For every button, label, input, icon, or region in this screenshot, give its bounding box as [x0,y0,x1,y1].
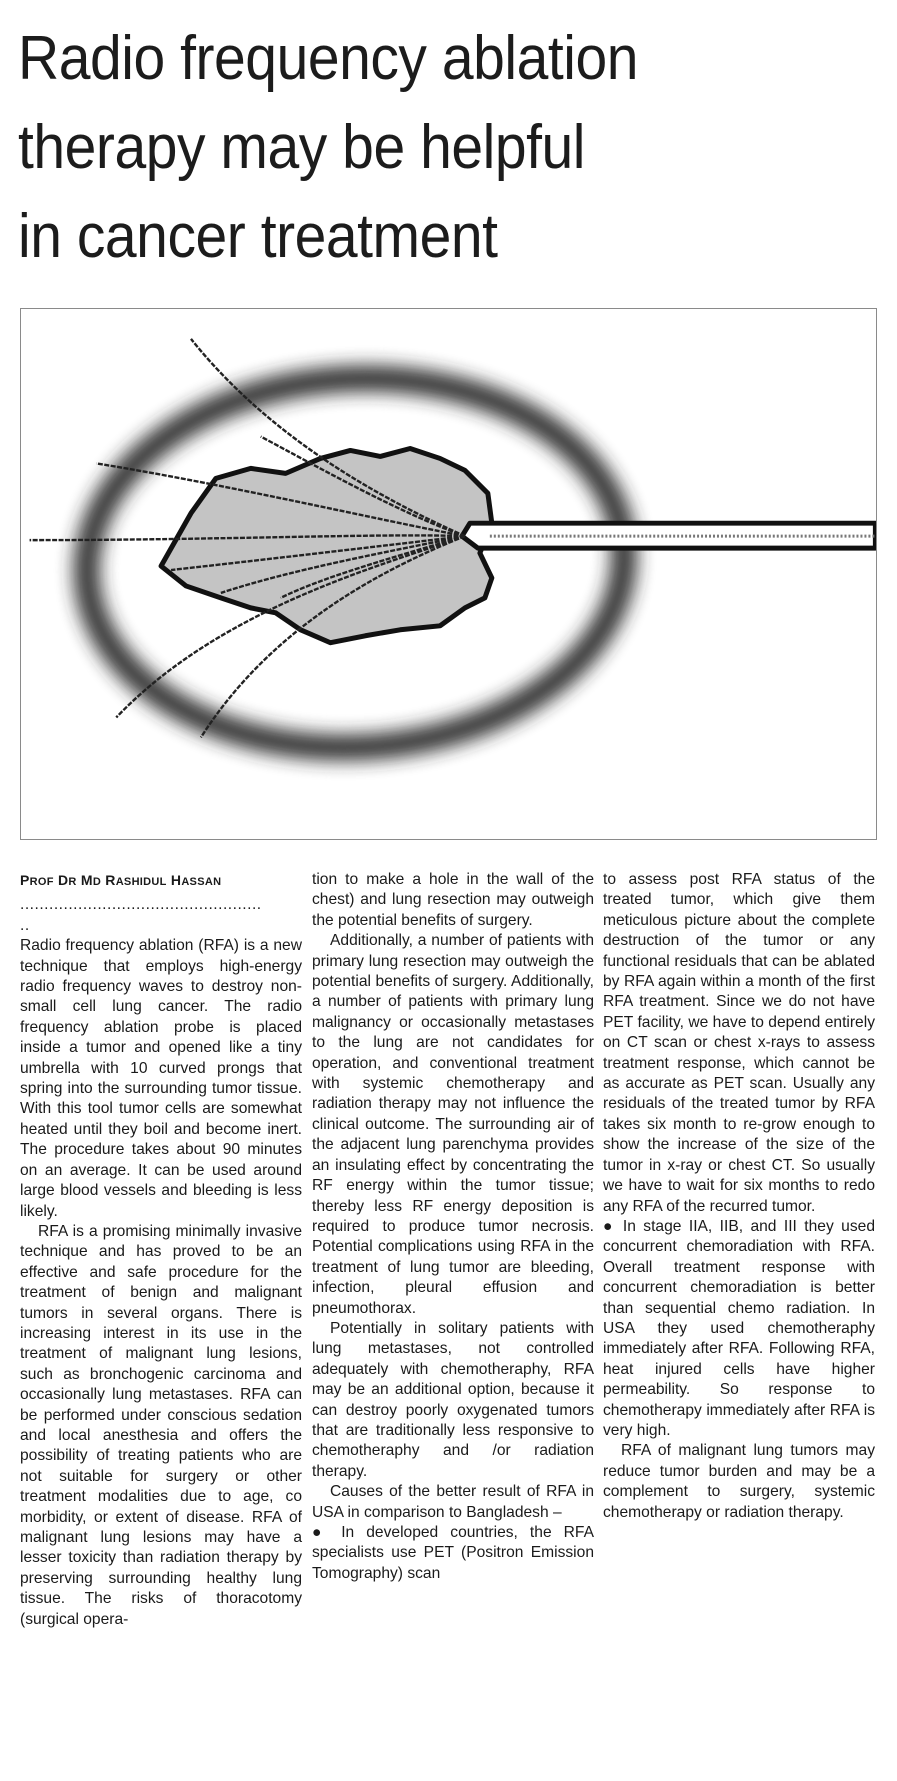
column-1 [20,870,302,1630]
tumor-shape [161,448,492,642]
bullet-paragraph: ● In developed countries, the RFA specialists use PET (Positron Emission Tomography) scan [312,1524,594,1582]
paragraph: Radio frequency ablation (RFA) is a new technique that employs high-energy radio frequency waves to destroy non-small cell lung cancer. The radio frequency ablation probe is placed inside a tumor and opened like a tiny umbrella with 10 curved prongs that spring into the surrounding tumor tissue. With this tool tumor cells are somewhat heated until they boil and become inert. The procedure takes about 90 minutes on an average. It can be used around large blood vessels and bleeding is less likely. [20,937,302,1220]
rfa-probe-illustration [21,309,876,839]
headline-line-2: therapy may be helpful [18,113,585,182]
byline-separator-tail: .. [20,916,30,934]
headline [18,14,809,281]
headline-line-1: Radio frequency ablation [18,24,638,93]
column-3 [603,870,875,1523]
paragraph: Potentially in solitary patients with lung metastases, not controlled adequately with chemotheraphy, RFA may be an additional option, because it can destroy poorly oxygenated tumors that are traditionally less responsive to chemotheraphy and /or radiation therapy. [312,1319,594,1480]
column-2 [312,870,594,1584]
paragraph: Additionally, a number of patients with primary lung resection may outweigh the potential benefits of surgery. Additionally, a number of patients with primary lung malignancy or occasionally metastases to the lung are not candidates for operation, and conventional treatment with systemic chemotherapy and radiation therapy may not influence the clinical outcome. The surrounding air of the adjacent lung parenchyma provides an insulating effect by concentrating the RF energy within the tumor tissue; thereby less RF energy deposition is required to produce tumor necrosis. Potential complications using RFA in the treatment of lung tumor are bleeding, infection, pleural effusion and pneumothorax. [312,932,594,1317]
bullet-paragraph: ● In stage IIA, IIB, and III they used concurrent chemoradiation with RFA. Overall treatment response with concurrent chemoradiation is better than sequential chemo radiation. In USA they used chemotheraphy immediately after RFA. Following RFA, heat injured cells have higher permeability. So response to chemotherapy immediately after RFA is very high. [603,1217,875,1439]
paragraph: RFA of malignant lung tumors may reduce tumor burden and may be a complement to surgery, systemic chemotherapy or radiation therapy. [603,1442,875,1521]
probe-shaft [462,523,875,548]
headline-line-3: in cancer treatment [18,202,498,271]
paragraph: to assess post RFA status of the treated tumor, which give them meticulous picture about the complete destruction of the tumor or any functional residuals that can be ablated by RFA again within a month of the first RFA treatment. Since we do not have PET facility, we have to depend entirely on CT scan or chest x-rays to assess treatment response, which cannot be as accurate as PET scan. Usually any residuals of the treated tumor by RFA takes six month to re-grow enough to show the increase of the size of the tumor in x-ray or chest CT. So usually we have to wait for six months to redo any RFA of the recurred tumor. [603,871,875,1215]
rfa-probe-diagram [20,308,877,840]
byline-separator: .................................................. [20,896,262,914]
paragraph: tion to make a hole in the wall of the chest) and lung resection may outweigh the potential benefits of surgery. [312,871,594,929]
byline: PROF DR MD RASHIDUL HASSAN [20,872,222,888]
paragraph: RFA is a promising minimally invasive technique and has proved to be an effective and safe procedure for the treatment of benign and malignant tumors in several organs. There is increasing interest in its use in the treatment of malignant lung lesions, such as bronchogenic carcinoma and occasionally lung metastases. RFA can be performed under conscious sedation and local anesthesia and offers the possibility of treating patients who are not suitable for surgery or other treatment modalities due to age, co morbidity, or extent of disease. RFA of malignant lung lesions may have a lesser toxicity than radiation therapy by preserving surrounding healthy lung tissue. The risks of thoracotomy (surgical opera- [20,1222,302,1628]
paragraph: Causes of the better result of RFA in USA in comparison to Bangladesh – [312,1483,594,1521]
